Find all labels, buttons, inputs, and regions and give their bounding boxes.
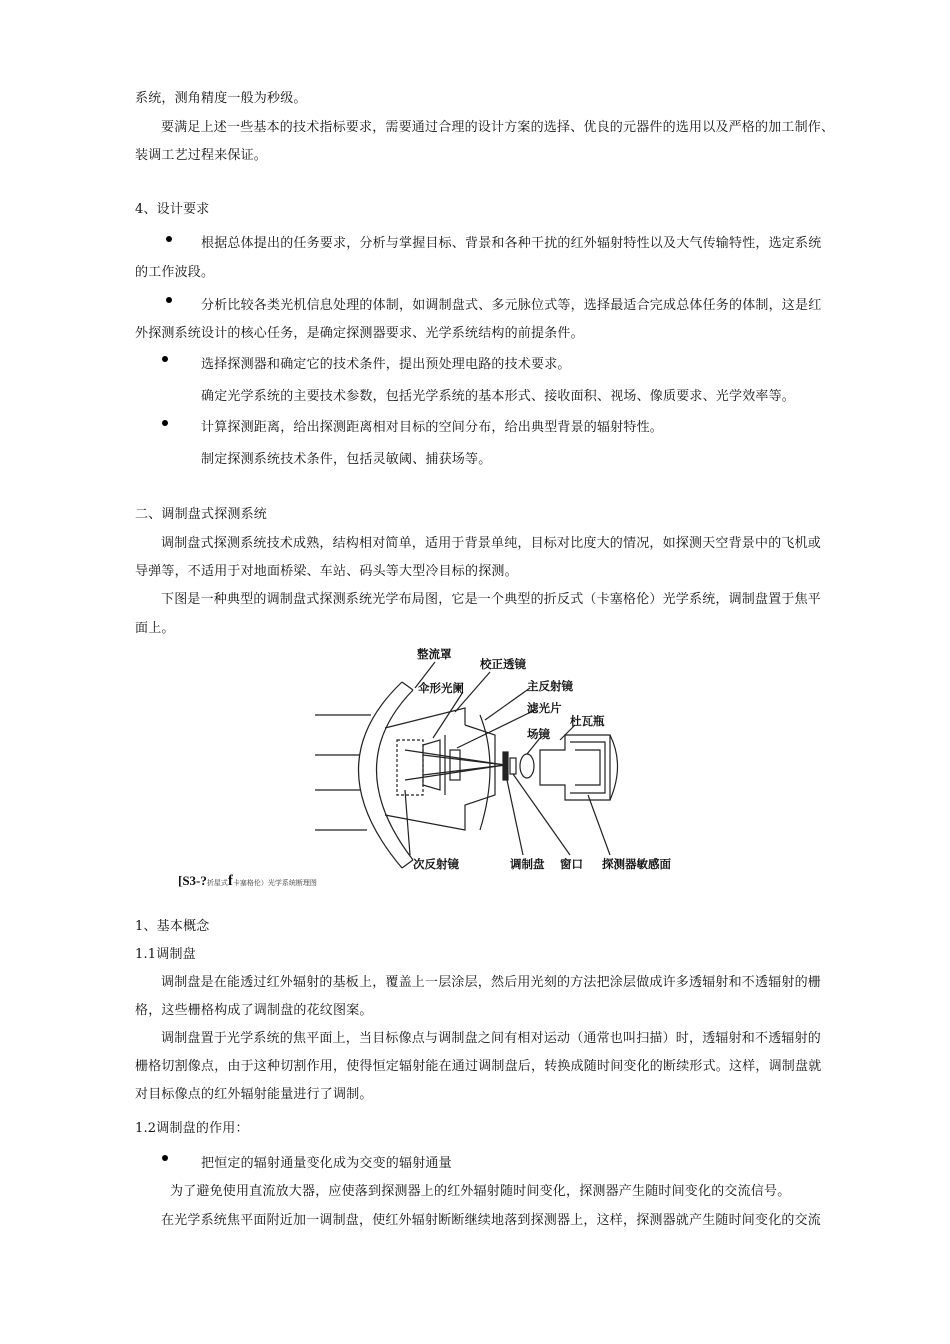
paragraph-line: 在光学系统焦平面附近加一调制盘，使红外辐射断断继续地落到探测器上，这样，探测器就产生随时间变化的交流 xyxy=(161,1213,822,1228)
corrector-lens xyxy=(423,740,440,790)
label-corrector: 校正透镜 xyxy=(480,657,526,671)
label-detector: 探测器敏感面 xyxy=(602,857,671,871)
paragraph-line: 导弹等，不适用于对地面桥梁、车站、码头等大型冷目标的探测。 xyxy=(135,564,518,579)
label-field-lens: 场镜 xyxy=(527,727,550,741)
bullet-icon xyxy=(162,420,168,426)
paragraph-line: 格，这些栅格构成了调制盘的花纹图案。 xyxy=(135,1003,373,1018)
paragraph-line: 为了避免使用直流放大器，应使落到探测器上的红外辐射随时间变化，探测器产生随时间变化的交流信号。 xyxy=(170,1184,791,1199)
paragraph-line: 要满足上述一些基本的技术指标要求，需要通过合理的设计方案的选择、优良的元器件的选用以及严格的加工制作、 xyxy=(161,120,835,135)
bullet-icon xyxy=(166,236,172,242)
bullet-text: 确定光学系统的主要技术参数，包括光学系统的基本形式、接收面积、视场、像质要求、光学效率等。 xyxy=(201,389,796,404)
dome-outer xyxy=(359,682,403,868)
caption-part: 卡塞格伦）光学系统断理图 xyxy=(232,879,317,887)
label-filter: 滤光片 xyxy=(527,701,562,715)
paragraph-line: 对目标像点的红外辐射能量进行了调制。 xyxy=(135,1087,373,1102)
subsection-heading: 1.1调制盘 xyxy=(135,947,196,962)
bullet-text: 分析比较各类光机信息处理的体制，如调制盘式、多元脉位式等，选择最适合完成总体任务的体制，这是红 xyxy=(201,298,822,313)
label-dome: 整流罩 xyxy=(417,647,452,661)
label-reticle: 调制盘 xyxy=(510,857,545,871)
bullet-text: 根据总体提出的任务要求，分析与掌握目标、背景和各种干扰的红外辐射特性以及大气传输特性，选定系统 xyxy=(201,236,822,251)
label-secondary: 次反射镜 xyxy=(413,857,459,871)
optical-layout-figure xyxy=(305,640,705,885)
bullet-icon xyxy=(166,297,172,303)
reticle xyxy=(503,752,508,780)
section-heading: 4、设计要求 xyxy=(135,202,210,217)
section-heading: 1、基本概念 xyxy=(135,919,210,934)
bullet-icon xyxy=(162,1155,168,1161)
optical-diagram xyxy=(305,640,705,885)
bullet-text: 把恒定的辐射通量变化成为交变的辐射通量 xyxy=(201,1156,452,1171)
bullet-icon xyxy=(162,356,168,362)
subsection-heading: 1.2调制盘的作用： xyxy=(135,1121,249,1136)
bullet-text: 外探测系统设计的核心任务，是确定探测器要求、光学系统结构的前提条件。 xyxy=(135,326,584,341)
paragraph-line: 面上。 xyxy=(135,621,175,636)
bullet-text: 计算探测距离，给出探测距离相对目标的空间分布，给出典型背景的辐射特性。 xyxy=(201,420,664,435)
paragraph-line: 调制盘是在能透过红外辐射的基板上，覆盖上一层涂层，然后用光刻的方法把涂层做成许多透辐射和不透辐射的栅 xyxy=(161,975,822,990)
label-dewar: 杜瓦瓶 xyxy=(570,714,605,728)
bullet-text: 制定探测系统技术条件，包括灵敏阈、捕获场等。 xyxy=(201,452,492,467)
dome-inner xyxy=(377,690,414,860)
paragraph-line: 系统，测角精度一般为秒级。 xyxy=(135,91,307,106)
field-lens xyxy=(520,754,534,778)
figure-caption xyxy=(178,873,317,890)
caption-part: 折屋式 xyxy=(206,879,228,887)
label-primary: 主反射镜 xyxy=(527,679,573,693)
filter xyxy=(450,750,460,780)
caption-prefix: [S3-? xyxy=(178,873,207,888)
bullet-text: 的工作波段。 xyxy=(135,265,215,280)
secondary-mirror xyxy=(397,740,423,795)
window xyxy=(510,758,516,774)
paragraph-line: 装调工艺过程来保证。 xyxy=(135,148,268,163)
paragraph-line: 调制盘置于光学系统的焦平面上，当目标像点与调制盘之间有相对运动（通常也叫扫描）时，透辐射和不透辐射的 xyxy=(161,1031,822,1046)
label-window: 窗口 xyxy=(560,857,583,871)
paragraph-line: 栅格切割像点，由于这种切割作用，使得恒定辐射能在通过调制盘后，转换成随时间变化的断续形式。这样，调制盘就 xyxy=(135,1059,822,1074)
bullet-text: 选择探测器和确定它的技术条件，提出预处理电路的技术要求。 xyxy=(201,357,571,372)
paragraph-line: 下图是一种典型的调制盘式探测系统光学布局图，它是一个典型的折反式（卡塞格伦）光学系统，调制盘置于焦平 xyxy=(161,592,822,607)
caption-f: f xyxy=(227,873,233,889)
label-stop: 伞形光阑 xyxy=(418,681,464,695)
paragraph-line: 调制盘式探测系统技术成熟，结构相对简单，适用于背景单纯，目标对比度大的情况，如探测天空背景中的飞机或 xyxy=(161,536,822,551)
section-heading: 二、调制盘式探测系统 xyxy=(135,507,268,522)
